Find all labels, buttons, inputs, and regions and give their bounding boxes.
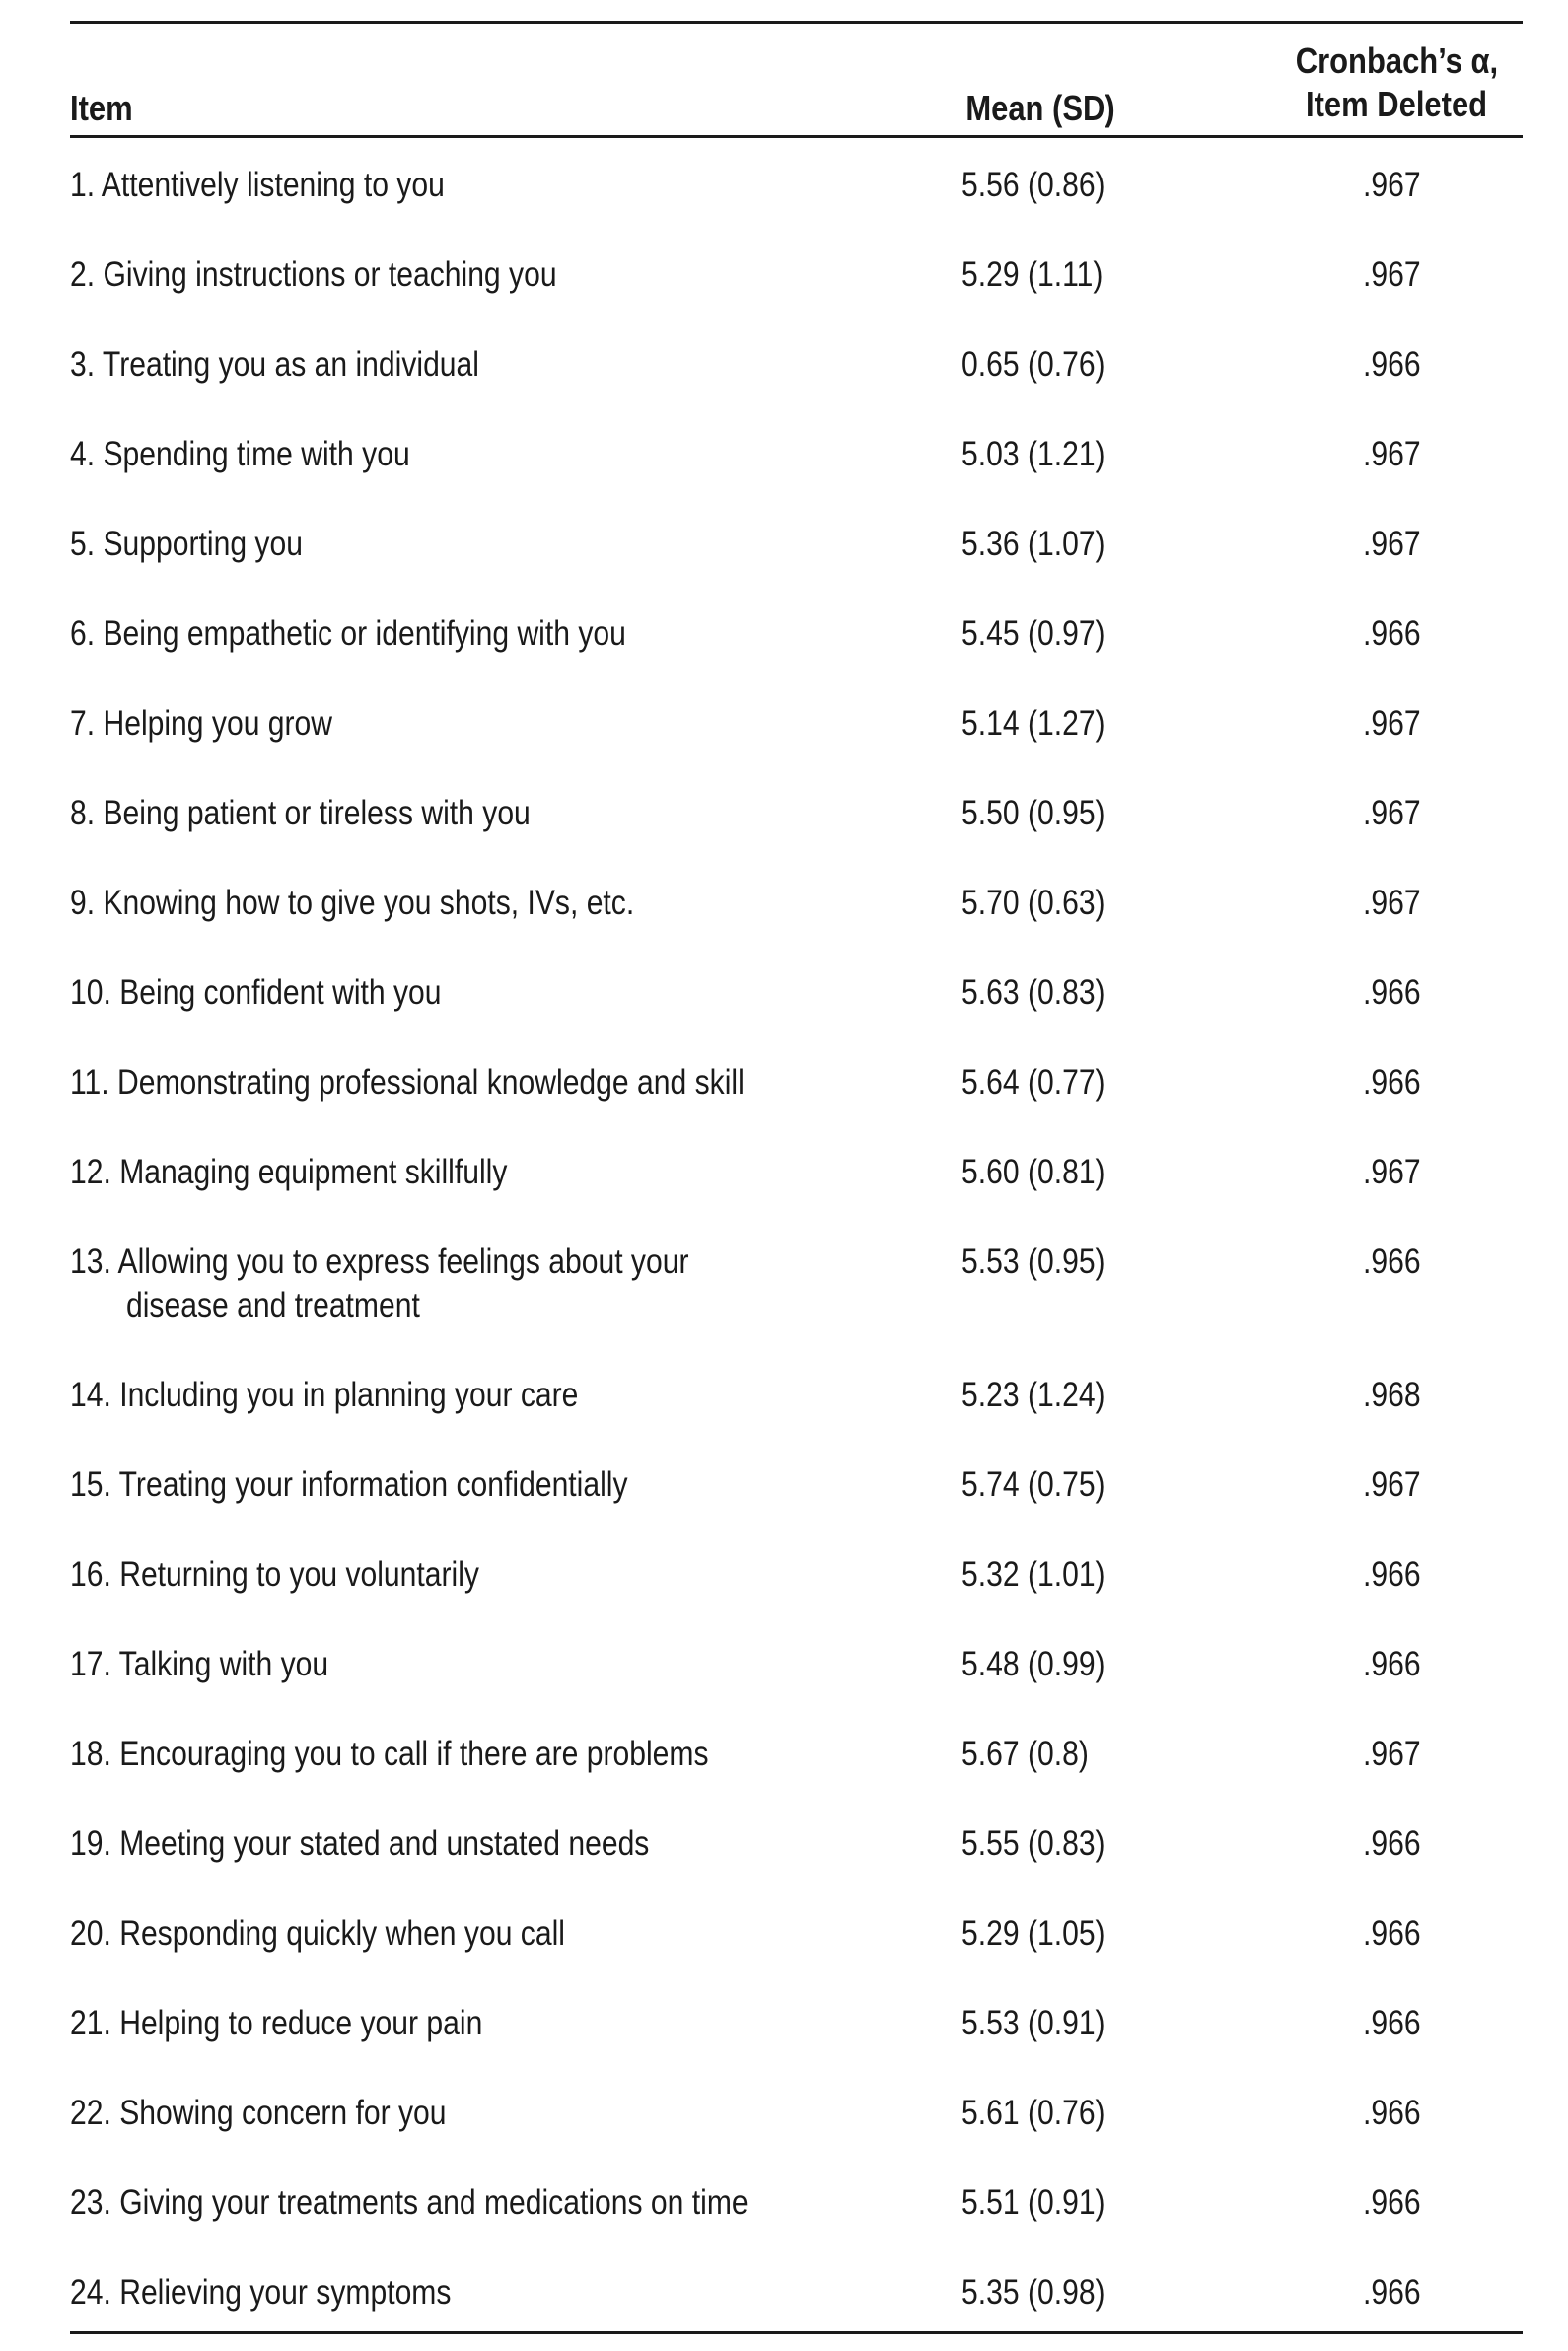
item-cell (70, 433, 465, 476)
alpha-value: .968 (1363, 1376, 1421, 1414)
alpha-value: .967 (1363, 166, 1421, 204)
item-text: 11. Demonstrating professional knowledge and skill (70, 1063, 745, 1102)
alpha-cell (1363, 1463, 1430, 1507)
mean-cell (962, 612, 1128, 656)
mean-sd-value: 5.60 (0.81) (962, 1153, 1105, 1191)
header-item (70, 87, 143, 130)
alpha-cell (1363, 612, 1430, 656)
mean-sd-value: 5.64 (0.77) (962, 1063, 1105, 1102)
alpha-cell (1363, 2181, 1430, 2225)
mean-sd-value: 5.45 (0.97) (962, 614, 1105, 653)
item-cell (70, 1241, 790, 1327)
mean-sd-value: 0.65 (0.76) (962, 345, 1105, 384)
item-text: 12. Managing equipment skillfully (70, 1153, 508, 1191)
item-text: 16. Returning to you voluntarily (70, 1555, 479, 1594)
mean-cell (962, 343, 1128, 387)
mean-cell (962, 792, 1128, 835)
mean-cell (962, 1241, 1128, 1284)
alpha-cell (1363, 1374, 1430, 1417)
alpha-value: .966 (1363, 614, 1421, 653)
table-row (0, 587, 1568, 677)
alpha-cell (1363, 164, 1430, 207)
mean-sd-value: 5.03 (1.21) (962, 435, 1105, 473)
item-text: 3. Treating you as an individual (70, 345, 479, 384)
item-cell (70, 2181, 859, 2225)
alpha-value: .966 (1363, 1243, 1421, 1281)
alpha-cell (1363, 882, 1430, 925)
alpha-value: .967 (1363, 255, 1421, 294)
table-row (0, 228, 1568, 318)
item-cell (70, 702, 375, 746)
table-row (0, 677, 1568, 766)
alpha-cell (1363, 1553, 1430, 1597)
item-text: 7. Helping you grow (70, 704, 333, 743)
table-row (0, 2245, 1568, 2335)
item-cell (70, 1733, 813, 1776)
mean-cell (962, 1553, 1128, 1597)
mean-cell (962, 1151, 1128, 1194)
mean-cell (962, 882, 1128, 925)
alpha-cell (1363, 2271, 1430, 2315)
item-cell (70, 2092, 508, 2135)
alpha-value: .966 (1363, 1914, 1421, 1953)
alpha-value: .967 (1363, 794, 1421, 832)
table-row (0, 1797, 1568, 1887)
mean-cell (962, 1733, 1109, 1776)
mean-cell (962, 433, 1128, 476)
alpha-value: .967 (1363, 525, 1421, 563)
mean-cell (962, 702, 1128, 746)
alpha-value: .966 (1363, 345, 1421, 384)
item-cell (70, 1553, 546, 1597)
item-text: 18. Encouraging you to call if there are problems (70, 1735, 709, 1773)
mean-cell (962, 2271, 1128, 2315)
header-item-label: Item (70, 88, 133, 128)
mean-sd-value: 5.67 (0.8) (962, 1735, 1089, 1773)
table-row (0, 856, 1568, 946)
item-text-continued: disease and treatment (126, 1286, 420, 1324)
mean-cell (962, 1463, 1128, 1507)
header-alpha-line1: Cronbach’s α, (1295, 40, 1498, 81)
mean-sd-value: 5.70 (0.63) (962, 884, 1105, 922)
mean-sd-value: 5.35 (0.98) (962, 2273, 1105, 2312)
mean-sd-value: 5.61 (0.76) (962, 2094, 1105, 2132)
item-cell (70, 1151, 579, 1194)
item-text: 19. Meeting your stated and unstated needs (70, 1824, 650, 1863)
item-cell (70, 612, 717, 656)
alpha-cell (1363, 1733, 1430, 1776)
item-cell (70, 1463, 719, 1507)
item-text: 22. Showing concern for you (70, 2094, 447, 2132)
table-body (0, 138, 1568, 2335)
mean-sd-value: 5.32 (1.01) (962, 1555, 1105, 1594)
mean-sd-value: 5.29 (1.05) (962, 1914, 1105, 1953)
table-row (0, 766, 1568, 856)
table-row (0, 1887, 1568, 1976)
alpha-value: .966 (1363, 2094, 1421, 2132)
item-text: 13. Allowing you to express feelings about your (70, 1243, 689, 1281)
table-row (0, 1348, 1568, 1438)
header-mean (942, 87, 1139, 130)
mean-cell (962, 1061, 1128, 1104)
alpha-value: .966 (1363, 1063, 1421, 1102)
item-cell (70, 253, 636, 297)
table-top-rule (70, 21, 1523, 24)
item-cell (70, 2002, 549, 2045)
alpha-value: .967 (1363, 1153, 1421, 1191)
table-bottom-rule (70, 2331, 1523, 2334)
mean-sd-value: 5.53 (0.91) (962, 2004, 1105, 2042)
alpha-cell (1363, 792, 1430, 835)
item-cell (70, 792, 606, 835)
alpha-value: .966 (1363, 2273, 1421, 2312)
alpha-value: .966 (1363, 1645, 1421, 1683)
item-text: 15. Treating your information confidentially (70, 1465, 628, 1504)
item-text: 6. Being empathetic or identifying with you (70, 614, 626, 653)
table-row (0, 2066, 1568, 2156)
alpha-cell (1363, 702, 1430, 746)
item-text: 10. Being confident with you (70, 973, 442, 1012)
alpha-cell (1363, 253, 1430, 297)
alpha-cell (1363, 1643, 1430, 1686)
mean-sd-value: 5.14 (1.27) (962, 704, 1105, 743)
table-row (0, 2156, 1568, 2245)
alpha-cell (1363, 433, 1430, 476)
header-alpha (1248, 39, 1544, 126)
mean-cell (962, 2002, 1128, 2045)
alpha-cell (1363, 1912, 1430, 1956)
mean-sd-value: 5.48 (0.99) (962, 1645, 1105, 1683)
mean-cell (962, 1374, 1128, 1417)
mean-cell (962, 1912, 1128, 1956)
alpha-cell (1363, 1822, 1430, 1866)
table-row (0, 946, 1568, 1035)
item-cell (70, 882, 726, 925)
mean-cell (962, 1643, 1128, 1686)
mean-sd-value: 5.36 (1.07) (962, 525, 1105, 563)
item-cell (70, 1822, 744, 1866)
header-mean-label: Mean (SD) (965, 88, 1115, 128)
alpha-value: .966 (1363, 973, 1421, 1012)
alpha-cell (1363, 1151, 1430, 1194)
header-alpha-line2: Item Deleted (1305, 84, 1488, 124)
alpha-value: .966 (1363, 2004, 1421, 2042)
item-text: 4. Spending time with you (70, 435, 410, 473)
item-cell (70, 971, 502, 1015)
mean-cell (962, 1822, 1128, 1866)
alpha-cell (1363, 523, 1430, 566)
table-row (0, 1976, 1568, 2066)
table-row (0, 1035, 1568, 1125)
alpha-value: .966 (1363, 2183, 1421, 2222)
alpha-value: .967 (1363, 435, 1421, 473)
alpha-cell (1363, 343, 1430, 387)
mean-sd-value: 5.74 (0.75) (962, 1465, 1105, 1504)
mean-sd-value: 5.23 (1.24) (962, 1376, 1105, 1414)
item-text: 21. Helping to reduce your pain (70, 2004, 483, 2042)
mean-sd-value: 5.53 (0.95) (962, 1243, 1105, 1281)
alpha-cell (1363, 1241, 1430, 1284)
item-text: 23. Giving your treatments and medications on time (70, 2183, 748, 2222)
alpha-value: .967 (1363, 704, 1421, 743)
table-row (0, 1125, 1568, 1215)
alpha-value: .966 (1363, 1555, 1421, 1594)
table-row (0, 1617, 1568, 1707)
mean-cell (962, 523, 1128, 566)
alpha-cell (1363, 2002, 1430, 2045)
item-text: 17. Talking with you (70, 1645, 329, 1683)
alpha-value: .967 (1363, 884, 1421, 922)
item-cell (70, 343, 546, 387)
mean-sd-value: 5.55 (0.83) (962, 1824, 1105, 1863)
item-text: 9. Knowing how to give you shots, IVs, etc. (70, 884, 635, 922)
table-row (0, 407, 1568, 497)
alpha-value: .967 (1363, 1465, 1421, 1504)
mean-cell (962, 971, 1128, 1015)
item-text: 14. Including you in planning your care (70, 1376, 579, 1414)
item-cell (70, 1374, 661, 1417)
alpha-value: .966 (1363, 1824, 1421, 1863)
mean-cell (962, 2181, 1128, 2225)
mean-cell (962, 2092, 1128, 2135)
item-cell (70, 2271, 513, 2315)
table-row (0, 497, 1568, 587)
item-text: 8. Being patient or tireless with you (70, 794, 531, 832)
item-text: 5. Supporting you (70, 525, 303, 563)
item-cell (70, 523, 340, 566)
table-row (0, 1707, 1568, 1797)
table-row (0, 318, 1568, 407)
alpha-cell (1363, 971, 1430, 1015)
item-text: 20. Responding quickly when you call (70, 1914, 565, 1953)
item-text: 24. Relieving your symptoms (70, 2273, 452, 2312)
alpha-value: .967 (1363, 1735, 1421, 1773)
mean-cell (962, 253, 1126, 297)
item-cell (70, 1643, 371, 1686)
table-row (0, 1528, 1568, 1617)
item-cell (70, 1061, 854, 1104)
item-text: 2. Giving instructions or teaching you (70, 255, 557, 294)
mean-sd-value: 5.51 (0.91) (962, 2183, 1105, 2222)
item-text: 1. Attentively listening to you (70, 166, 445, 204)
item-cell (70, 164, 506, 207)
table-row (0, 1438, 1568, 1528)
mean-sd-value: 5.29 (1.11) (962, 255, 1104, 294)
mean-cell (962, 164, 1128, 207)
alpha-cell (1363, 2092, 1430, 2135)
mean-sd-value: 5.63 (0.83) (962, 973, 1105, 1012)
alpha-cell (1363, 1061, 1430, 1104)
mean-sd-value: 5.50 (0.95) (962, 794, 1105, 832)
item-cell (70, 1912, 646, 1956)
table-row (0, 138, 1568, 228)
table-row (0, 1215, 1568, 1348)
mean-sd-value: 5.56 (0.86) (962, 166, 1105, 204)
